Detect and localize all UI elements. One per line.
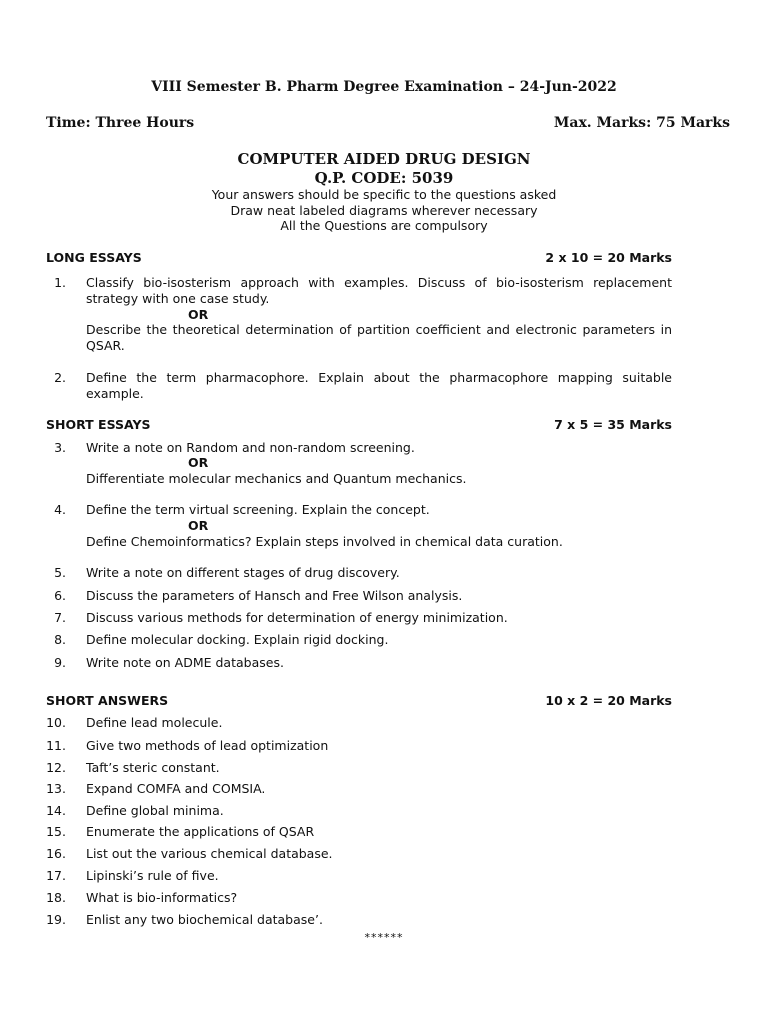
instruction-line: Your answers should be specific to the questions asked bbox=[211, 187, 557, 202]
question-number: 2. bbox=[54, 370, 66, 385]
question-number: 4. bbox=[54, 502, 66, 517]
section-title-short-answers: SHORT ANSWERS bbox=[46, 693, 169, 708]
instruction-line: Draw neat labeled diagrams wherever necessary bbox=[230, 203, 538, 218]
question-text: Lipinski’s rule of five. bbox=[86, 868, 219, 883]
question-number: 15. bbox=[46, 824, 66, 839]
question-text: Define lead molecule. bbox=[86, 715, 223, 730]
question-alt-text: Differentiate molecular mechanics and Quantum mechanics. bbox=[86, 471, 467, 486]
question-number: 14. bbox=[46, 803, 66, 818]
section-marks-short-essays: 7 x 5 = 35 Marks bbox=[554, 417, 672, 432]
question-alt-text: Define Chemoinformatics? Explain steps involved in chemical data curation. bbox=[86, 534, 563, 549]
section-title-long-essays: LONG ESSAYS bbox=[46, 250, 142, 265]
end-of-paper-mark: ****** bbox=[364, 931, 404, 944]
or-label: OR bbox=[188, 307, 209, 322]
question-text: Enumerate the applications of QSAR bbox=[86, 824, 315, 839]
question-number: 8. bbox=[54, 632, 66, 647]
question-number: 7. bbox=[54, 610, 66, 625]
question-number: 12. bbox=[46, 760, 66, 775]
question-number: 13. bbox=[46, 781, 66, 796]
question-alt-text: Describe the theoretical determination of partition coefficient and electronic parameters in QSAR. bbox=[86, 322, 672, 353]
question-number: 18. bbox=[46, 890, 66, 905]
question-number: 3. bbox=[54, 440, 66, 455]
question-text: Write a note on different stages of drug discovery. bbox=[86, 565, 400, 580]
question-text: Write a note on Random and non-random screening. bbox=[86, 440, 415, 455]
question-number: 17. bbox=[46, 868, 66, 883]
question-text: What is bio-informatics? bbox=[86, 890, 238, 905]
section-marks-short-answers: 10 x 2 = 20 Marks bbox=[545, 693, 672, 708]
question-number: 19. bbox=[46, 912, 66, 927]
question-number: 10. bbox=[46, 715, 66, 730]
instruction-line: All the Questions are compulsory bbox=[280, 218, 488, 233]
question-text: Define the term pharmacophore. Explain about the pharmacophore mapping suitable example. bbox=[86, 370, 672, 401]
question-text: List out the various chemical database. bbox=[86, 846, 333, 861]
or-label: OR bbox=[188, 518, 209, 533]
qp-code: Q.P. CODE: 5039 bbox=[314, 169, 454, 187]
question-text: Write note on ADME databases. bbox=[86, 655, 284, 670]
question-text: Discuss the parameters of Hansch and Free Wilson analysis. bbox=[86, 588, 463, 603]
question-number: 6. bbox=[54, 588, 66, 603]
question-text: Define global minima. bbox=[86, 803, 224, 818]
section-marks-long-essays: 2 x 10 = 20 Marks bbox=[545, 250, 672, 265]
exam-duration: Time: Three Hours bbox=[46, 115, 195, 131]
subject-title: COMPUTER AIDED DRUG DESIGN bbox=[237, 150, 531, 168]
question-number: 1. bbox=[54, 275, 66, 290]
question-number: 5. bbox=[54, 565, 66, 580]
question-number: 9. bbox=[54, 655, 66, 670]
exam-title: VIII Semester B. Pharm Degree Examination – 24-Jun-2022 bbox=[151, 79, 617, 95]
question-number: 11. bbox=[46, 738, 66, 753]
question-text: Classify bio-isosterism approach with examples. Discuss of bio-isosterism replacement strategy with one case study. bbox=[86, 275, 672, 306]
question-text: Give two methods of lead optimization bbox=[86, 738, 329, 753]
question-text: Define molecular docking. Explain rigid docking. bbox=[86, 632, 389, 647]
question-text: Enlist any two biochemical database’. bbox=[86, 912, 323, 927]
question-text: Expand COMFA and COMSIA. bbox=[86, 781, 266, 796]
question-text: Discuss various methods for determination of energy minimization. bbox=[86, 610, 508, 625]
question-text: Define the term virtual screening. Explain the concept. bbox=[86, 502, 430, 517]
question-number: 16. bbox=[46, 846, 66, 861]
question-text: Taft’s steric constant. bbox=[86, 760, 220, 775]
or-label: OR bbox=[188, 455, 209, 470]
section-title-short-essays: SHORT ESSAYS bbox=[46, 417, 151, 432]
max-marks: Max. Marks: 75 Marks bbox=[553, 115, 730, 131]
